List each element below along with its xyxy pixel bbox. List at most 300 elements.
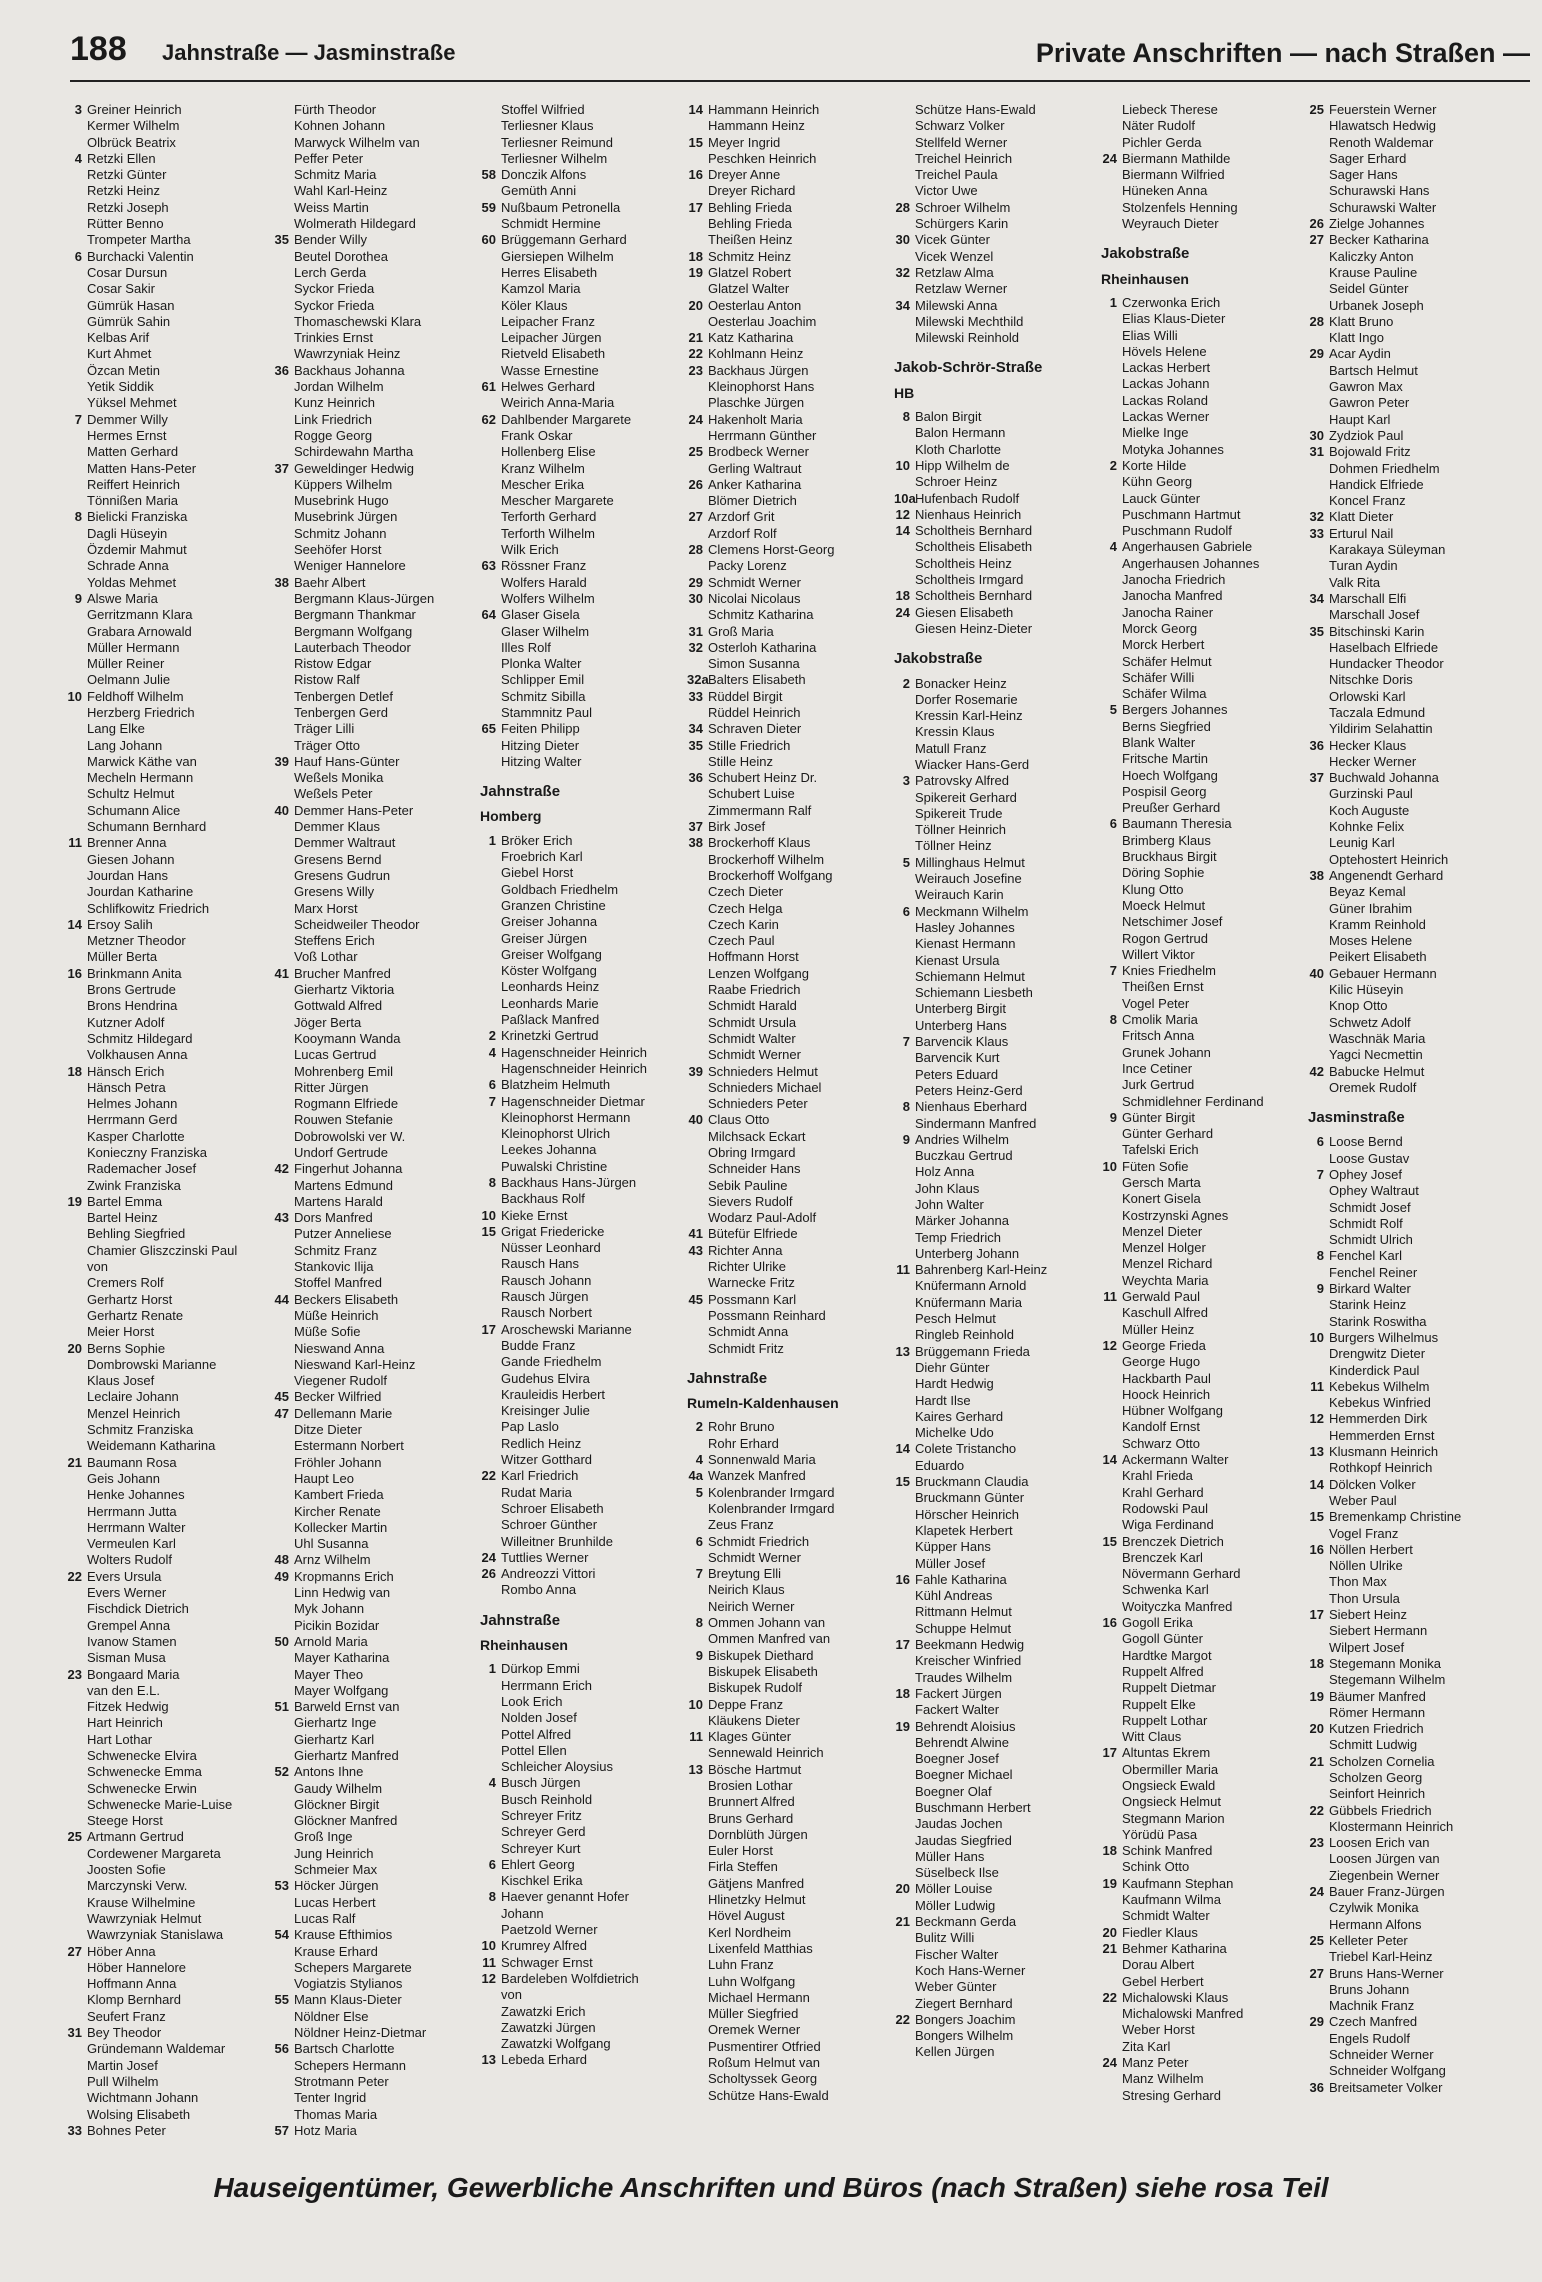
resident-name: Hakenholt Maria [708,411,803,427]
resident-name: Demmer Klaus [294,819,380,835]
column-5 [894,102,1099,2142]
resident-name: Jurk Gertrud [1122,1077,1195,1093]
resident-name: Kaschull Alfred [1122,1305,1208,1321]
resident-name: Peffer Peter [294,150,364,166]
house-number: 4 [488,1775,496,1791]
resident-name: Kostrzynski Agnes [1122,1207,1229,1223]
resident-name: Gresens Willy [294,884,375,900]
resident-entry [894,151,1099,167]
resident-name: Weirich Anna-Maria [501,395,615,411]
resident-entry [66,1406,271,1422]
resident-name: Wichtmann Johann [87,2090,199,2106]
resident-entry [1308,2063,1513,2079]
resident-name: Schwetz Adolf [1329,1014,1411,1030]
house-number: 28 [1309,313,1324,329]
resident-name: Look Erich [501,1693,563,1709]
resident-entry [894,409,1099,425]
resident-name: Hotz Maria [294,2122,357,2138]
resident-entry [687,1794,892,1810]
resident-entry [894,920,1099,936]
resident-name: Dorfer Rosemarie [915,691,1018,707]
resident-entry [273,1813,478,1829]
resident-name: Woityczka Manfred [1122,1598,1233,1614]
resident-entry [66,1373,271,1389]
resident-name: Brockerhoff Klaus [708,835,811,851]
resident-name: Schütze Hans-Ewald [708,2087,829,2103]
house-number: 5 [902,854,910,870]
resident-entry [480,542,685,558]
resident-entry [894,183,1099,199]
resident-entry [1308,542,1513,558]
resident-entry [1308,1363,1513,1379]
resident-entry [894,442,1099,458]
resident-entry [66,1944,271,1960]
resident-entry [1308,738,1513,754]
resident-entry [687,1534,892,1550]
resident-entry [687,1745,892,1761]
resident-name: Kleinophorst Ulrich [501,1126,611,1142]
resident-name: Zydziok Paul [1329,427,1404,443]
resident-name: Lackas Werner [1122,409,1210,425]
resident-name: Retzki Heinz [87,183,160,199]
resident-entry [480,363,685,379]
resident-entry [480,509,685,525]
resident-name: Kaufmann Wilma [1122,1892,1221,1908]
resident-entry [1101,523,1306,539]
resident-entry [687,640,892,656]
resident-name: Beckmann Gerda [915,1914,1017,1930]
resident-entry [1308,477,1513,493]
resident-entry [66,575,271,591]
resident-entry [1308,1998,1513,2014]
resident-name: Hart Heinrich [87,1715,163,1731]
resident-entry [66,444,271,460]
resident-name: Dölcken Volker [1329,1476,1416,1492]
resident-entry [1308,868,1513,884]
resident-entry [66,1862,271,1878]
resident-name: Schwenecke Emma [87,1764,202,1780]
resident-entry [894,1784,1099,1800]
resident-entry [273,1373,478,1389]
resident-name: Gebel Herbert [1122,1973,1204,1989]
resident-name: Ackermann Walter [1122,1452,1229,1468]
resident-name: Peikert Elisabeth [1329,949,1427,965]
resident-entry [66,738,271,754]
resident-name: Müller Heinz [1122,1321,1195,1337]
resident-name: Gerritzmann Klara [87,607,193,623]
house-number: 53 [274,1878,289,1894]
resident-entry [1308,379,1513,395]
resident-name: Ongsieck Helmut [1122,1794,1221,1810]
resident-name: Geis Johann [87,1470,160,1486]
resident-name: Boegner Josef [915,1751,999,1767]
resident-name: Hackbarth Paul [1122,1370,1211,1386]
resident-entry [66,982,271,998]
resident-name: Gerling Waltraut [708,460,802,476]
resident-entry [273,1797,478,1813]
house-number: 15 [895,1474,910,1490]
resident-name: Glatzel Robert [708,264,792,280]
resident-name: Lixenfeld Matthias [708,1940,813,1956]
resident-entry [1308,1444,1513,1460]
house-number: 12 [1102,1337,1117,1353]
resident-entry [894,1083,1099,1099]
resident-entry [273,526,478,542]
resident-entry [273,672,478,688]
resident-entry [894,1116,1099,1132]
resident-entry [1308,232,1513,248]
resident-name: Balters Elisabeth [708,672,806,688]
house-number: 14 [895,1441,910,1457]
house-number: 29 [1309,2014,1324,2030]
resident-entry [1101,1729,1306,1745]
resident-entry [273,607,478,623]
resident-entry [1308,966,1513,982]
resident-name: Wasse Ernestine [501,362,599,378]
house-number: 54 [274,1927,289,1943]
resident-entry [1308,852,1513,868]
house-number: 2 [695,1419,703,1435]
resident-name: Nußbaum Petronella [501,199,621,215]
resident-name: Gierhartz Viktoria [294,982,395,998]
house-number: 9 [74,590,82,606]
resident-entry [687,1990,892,2006]
resident-name: Neirich Werner [708,1598,795,1614]
resident-entry [687,1550,892,1566]
resident-entry [687,803,892,819]
resident-entry [1101,1061,1306,1077]
resident-entry [66,1455,271,1471]
resident-entry [687,477,892,493]
resident-entry [1308,1526,1513,1542]
resident-name: Siebert Hermann [1329,1623,1428,1639]
resident-entry [66,852,271,868]
resident-entry [687,754,892,770]
resident-entry [66,1292,271,1308]
house-number: 14 [895,523,910,539]
resident-name: Fiedler Klaus [1122,1924,1198,1940]
house-number: 16 [895,1571,910,1587]
resident-name: Tenter Ingrid [294,2090,367,2106]
resident-name: Kollecker Martin [294,1519,388,1535]
resident-name: Rothkopf Heinrich [1329,1460,1433,1476]
resident-entry [1308,1884,1513,1900]
resident-name: Hlawatsch Hedwig [1329,118,1436,134]
resident-name: Kelbas Arif [87,330,150,346]
resident-name: Bey Theodor [87,2025,162,2041]
resident-entry [66,1471,271,1487]
resident-entry [687,1275,892,1291]
resident-entry [480,931,685,947]
resident-entry [1308,493,1513,509]
resident-entry [480,249,685,265]
resident-entry [1101,1811,1306,1827]
resident-entry [480,265,685,281]
house-number: 4 [695,1452,703,1468]
resident-entry [480,607,685,623]
house-number: 2 [1109,457,1117,473]
resident-name: Yoldas Mehmet [87,574,177,590]
resident-name: Pusmentirer Otfried [708,2038,821,2054]
resident-entry [1101,1208,1306,1224]
resident-entry [894,1344,1099,1360]
resident-name: Janocha Friedrich [1122,572,1226,588]
resident-entry [1101,409,1306,425]
resident-entry [480,640,685,656]
column-2 [273,102,478,2142]
resident-name: Vicek Günter [915,232,990,248]
resident-name: Schäfer Wilma [1122,686,1207,702]
resident-entry [480,1759,685,1775]
resident-name: Sisman Musa [87,1650,166,1666]
resident-name: Weiss Martin [294,199,369,215]
resident-name: Giesen Elisabeth [915,604,1014,620]
resident-entry [894,1311,1099,1327]
resident-name: Kolenbrander Irmgard [708,1484,835,1500]
resident-entry [894,330,1099,346]
resident-entry [687,982,892,998]
resident-name: Krumrey Alfred [501,1938,587,1954]
resident-name: Kreischer Winfried [915,1653,1022,1669]
street-heading: Jakobstraße [894,650,983,668]
resident-name: Schmidt Josef [1329,1199,1411,1215]
resident-entry [894,936,1099,952]
resident-entry [273,379,478,395]
resident-name: Karakaya Süleyman [1329,542,1446,558]
resident-name: Glöckner Manfred [294,1813,398,1829]
resident-entry [480,963,685,979]
resident-entry [894,265,1099,281]
resident-entry [66,770,271,786]
resident-name: Rouwen Stefanie [294,1112,394,1128]
resident-name: Grunek Johann [1122,1044,1211,1060]
resident-name: Bäumer Manfred [1329,1688,1426,1704]
resident-entry [1308,835,1513,851]
resident-entry [66,1813,271,1829]
resident-name: Rohr Erhard [708,1435,779,1451]
resident-name: Schnieders Peter [708,1096,808,1112]
resident-name: Kischkel Erika [501,1873,583,1889]
house-number: 29 [1309,346,1324,362]
resident-entry [894,1963,1099,1979]
resident-name: Gümrük Hasan [87,297,175,313]
resident-entry [1308,1200,1513,1216]
resident-name: Kieke Ernst [501,1207,568,1223]
resident-name: Brüggemann Gerhard [501,232,627,248]
resident-name: Biskupek Elisabeth [708,1663,818,1679]
page-header [70,28,1530,82]
resident-name: Voß Lothar [294,949,358,965]
house-number: 11 [68,835,82,851]
resident-name: Oesterlau Joachim [708,313,817,329]
resident-name: Scholtyssek Georg [708,2071,818,2087]
resident-entry [687,1064,892,1080]
resident-name: Euler Horst [708,1843,774,1859]
resident-entry [1101,1550,1306,1566]
resident-name: Brenczek Karl [1122,1549,1203,1565]
resident-name: Zawatzki Erich [501,2003,586,2019]
resident-entry [480,898,685,914]
resident-entry [1101,637,1306,653]
resident-entry [480,1468,685,1484]
resident-entry [1101,1534,1306,1550]
resident-name: Brucher Manfred [294,965,391,981]
house-number: 59 [481,199,496,215]
resident-entry [1101,1697,1306,1713]
resident-entry [273,1634,478,1650]
resident-entry [1308,591,1513,607]
resident-entry [1308,444,1513,460]
resident-entry [273,281,478,297]
resident-name: Fackert Jürgen [915,1685,1002,1701]
house-number: 24 [1102,2055,1117,2071]
house-number: 5 [1109,702,1117,718]
resident-entry [1308,1558,1513,1574]
resident-entry [687,1452,892,1468]
resident-name: Elias Klaus-Dieter [1122,311,1226,327]
resident-entry [273,1536,478,1552]
resident-name: Milewski Reinhold [915,330,1020,346]
resident-name: Leonhards Marie [501,995,599,1011]
house-number: 8 [1316,1248,1324,1264]
resident-entry [1308,1900,1513,1916]
resident-entry [480,1841,685,1857]
resident-entry [480,1061,685,1077]
resident-name: Klatt Bruno [1329,313,1394,329]
resident-name: Balon Hermann [915,425,1006,441]
resident-entry [687,786,892,802]
resident-entry [1101,833,1306,849]
resident-entry [894,2028,1099,2044]
resident-name: Kühn Georg [1122,474,1193,490]
resident-name: Wiga Ferdinand [1122,1517,1214,1533]
resident-entry [273,151,478,167]
street-range-title: Jahnstraße — Jasminstraße [162,40,456,65]
resident-entry [66,2041,271,2057]
resident-entry [66,819,271,835]
resident-entry [1308,1265,1513,1281]
resident-name: Weber Horst [1122,2022,1195,2038]
resident-name: Klomp Bernhard [87,1992,181,2008]
resident-entry [1308,428,1513,444]
resident-entry [273,1129,478,1145]
resident-name: Musebrink Hugo [294,493,389,509]
resident-entry [1308,395,1513,411]
resident-entry [687,1292,892,1308]
resident-entry [894,556,1099,572]
resident-name: Cosar Dursun [87,264,168,280]
resident-name: Grempel Anna [87,1617,171,1633]
resident-entry [1308,1656,1513,1672]
resident-entry [894,1621,1099,1637]
resident-name: Pospisil Georg [1122,783,1207,799]
resident-entry [480,558,685,574]
resident-name: Plonka Walter [501,656,582,672]
resident-name: Greiner Heinrich [87,102,182,117]
resident-name: Unterberg Birgit [915,1001,1007,1017]
resident-name: Herzberg Friedrich [87,704,195,720]
house-number: 8 [902,409,910,425]
resident-entry [480,689,685,705]
house-number: 15 [1102,1533,1117,1549]
resident-name: Klostermann Heinrich [1329,1818,1454,1834]
resident-name: Gübbels Friedrich [1329,1802,1432,1818]
resident-entry [894,969,1099,985]
resident-name: Müße Heinrich [294,1307,379,1323]
resident-entry [1101,507,1306,523]
resident-entry [66,2123,271,2139]
resident-name: Behling Frieda [708,216,792,232]
resident-entry [687,1080,892,1096]
resident-entry [273,2123,478,2139]
resident-name: Czech Dieter [708,884,784,900]
resident-entry [1308,1672,1513,1688]
resident-name: Seehöfer Horst [294,542,382,558]
street-heading: Jakobstraße [1101,245,1190,263]
house-number: 32 [688,639,703,655]
house-number: 4 [488,1044,496,1060]
resident-name: Backhaus Hans-Jürgen [501,1175,637,1190]
resident-entry [1101,702,1306,718]
resident-name: Feldhoff Wilhelm [87,688,184,704]
resident-name: Hollenberg Elise [501,444,596,460]
resident-entry [687,444,892,460]
resident-name: Brenner Anna [87,835,167,851]
resident-name: Scholtheis Elisabeth [915,539,1033,555]
resident-entry [687,379,892,395]
resident-entry [894,298,1099,314]
resident-entry [687,917,892,933]
resident-entry [687,558,892,574]
house-number: 19 [688,264,703,280]
house-number: 11 [689,1729,703,1745]
house-number: 8 [902,1099,910,1115]
resident-entry [1101,360,1306,376]
resident-name: Krause Efthimios [294,1927,393,1943]
resident-entry [687,232,892,248]
resident-name: Ersoy Salih [87,916,153,932]
resident-entry [894,1425,1099,1441]
resident-name: Klatt Ingo [1329,330,1384,346]
resident-name: Redlich Heinz [501,1435,582,1451]
resident-entry [894,1800,1099,1816]
resident-entry [1101,1892,1306,1908]
resident-entry [66,640,271,656]
resident-entry [687,1713,892,1729]
resident-entry [480,1808,685,1824]
resident-name: Günter Gerhard [1122,1126,1214,1142]
street-heading: Jahnstraße [687,1369,768,1387]
resident-name: Dohmen Friedhelm [1329,460,1440,476]
resident-name: Mecheln Hermann [87,770,194,786]
resident-name: Ehlert Georg [501,1856,575,1872]
resident-entry [66,1015,271,1031]
resident-entry [1101,425,1306,441]
resident-name: Herrmann Erich [501,1677,593,1693]
resident-entry [273,1618,478,1634]
resident-entry [894,621,1099,637]
house-number: 6 [1316,1134,1324,1150]
resident-entry [1308,672,1513,688]
resident-entry [273,1015,478,1031]
resident-name: Fürth Theodor [294,102,377,117]
resident-entry [894,1588,1099,1604]
resident-name: Paßlack Manfred [501,1012,600,1028]
resident-name: Breytung Elli [708,1566,781,1582]
resident-entry [273,803,478,819]
resident-entry [1308,314,1513,330]
resident-entry [273,330,478,346]
